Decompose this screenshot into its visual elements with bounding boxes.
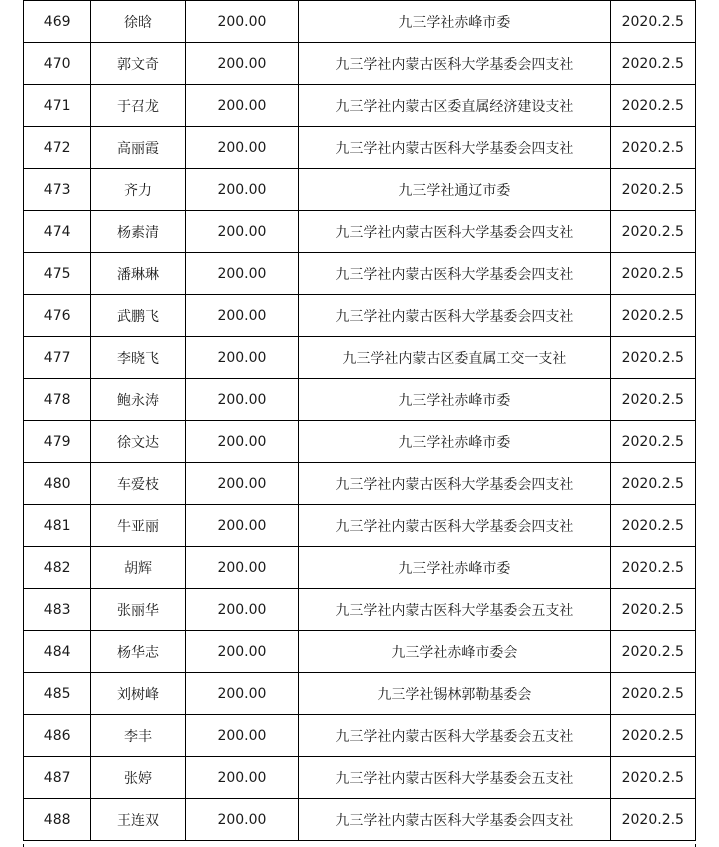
cell-organization: 九三学社赤峰市委: [299, 547, 610, 589]
cell-name: 高丽霞: [91, 127, 185, 169]
cell-number: 471: [24, 85, 91, 127]
cell-number: 484: [24, 631, 91, 673]
cell-date: 2020.2.5: [610, 421, 695, 463]
table-row: [24, 127, 696, 169]
cell-name: 李丰: [91, 715, 185, 757]
cell-date: 2020.2.5: [610, 463, 695, 505]
cell-organization: 九三学社内蒙古区委直属经济建设支社: [299, 85, 610, 127]
cell-number: 480: [24, 463, 91, 505]
cell-organization: 九三学社内蒙古医科大学基委会四支社: [299, 295, 610, 337]
cell-date: 2020.2.5: [610, 673, 695, 715]
cell-organization: 九三学社内蒙古医科大学基委会四支社: [299, 463, 610, 505]
cell-name: 齐力: [91, 169, 185, 211]
cell-date: 2020.2.5: [610, 379, 695, 421]
cell-amount: 200.00: [185, 673, 299, 715]
cell-date: 2020.2.5: [610, 715, 695, 757]
cell-organization: 九三学社赤峰市委会: [299, 631, 610, 673]
cell-amount: 200.00: [185, 421, 299, 463]
cell-organization: 九三学社赤峰市委: [299, 421, 610, 463]
cell-organization: 九三学社内蒙古医科大学基委会四支社: [299, 505, 610, 547]
cell-organization: 九三学社内蒙古医科大学基委会四支社: [299, 127, 610, 169]
cell-date: 2020.2.5: [610, 505, 695, 547]
cell-amount: 200.00: [185, 253, 299, 295]
cell-organization: 九三学社内蒙古医科大学基委会五支社: [299, 715, 610, 757]
cell-number: 485: [24, 673, 91, 715]
cell-name: 牛亚丽: [91, 505, 185, 547]
cell-name: 张丽华: [91, 589, 185, 631]
cell-name: 武鹏飞: [91, 295, 185, 337]
cell-amount: 200.00: [185, 589, 299, 631]
table-row: [24, 337, 696, 379]
cell-number: 481: [24, 505, 91, 547]
table-row: [24, 505, 696, 547]
cell-number: 474: [24, 211, 91, 253]
cell-amount: 200.00: [185, 1, 299, 43]
table-row: [24, 85, 696, 127]
cell-name: 鲍永涛: [91, 379, 185, 421]
cell-organization: 九三学社内蒙古医科大学基委会四支社: [299, 43, 610, 85]
cell-amount: 200.00: [185, 85, 299, 127]
table-row: [24, 757, 696, 799]
table-row: [24, 631, 696, 673]
cell-number: 472: [24, 127, 91, 169]
table-body: [24, 1, 696, 841]
table-row: [24, 253, 696, 295]
table-row: [24, 673, 696, 715]
cell-organization: 九三学社内蒙古医科大学基委会四支社: [299, 211, 610, 253]
cell-date: 2020.2.5: [610, 547, 695, 589]
cell-amount: 200.00: [185, 43, 299, 85]
cell-organization: 九三学社内蒙古医科大学基委会五支社: [299, 757, 610, 799]
cell-date: 2020.2.5: [610, 799, 695, 841]
cell-number: 477: [24, 337, 91, 379]
cell-organization: 九三学社内蒙古区委直属工交一支社: [299, 337, 610, 379]
table-row: [24, 589, 696, 631]
cell-name: 杨素清: [91, 211, 185, 253]
cell-amount: 200.00: [185, 505, 299, 547]
donation-table-container: [23, 0, 696, 841]
cell-organization: 九三学社赤峰市委: [299, 379, 610, 421]
cell-date: 2020.2.5: [610, 127, 695, 169]
cell-amount: 200.00: [185, 631, 299, 673]
cell-amount: 200.00: [185, 379, 299, 421]
cell-amount: 200.00: [185, 169, 299, 211]
table-row: [24, 211, 696, 253]
cell-date: 2020.2.5: [610, 757, 695, 799]
table-row: [24, 43, 696, 85]
table-row: [24, 547, 696, 589]
cell-number: 476: [24, 295, 91, 337]
cell-name: 胡辉: [91, 547, 185, 589]
cell-organization: 九三学社内蒙古医科大学基委会四支社: [299, 253, 610, 295]
cell-date: 2020.2.5: [610, 85, 695, 127]
cell-number: 483: [24, 589, 91, 631]
cell-number: 479: [24, 421, 91, 463]
cell-number: 482: [24, 547, 91, 589]
cell-date: 2020.2.5: [610, 253, 695, 295]
cell-name: 于召龙: [91, 85, 185, 127]
cell-organization: 九三学社内蒙古医科大学基委会四支社: [299, 799, 610, 841]
cell-amount: 200.00: [185, 211, 299, 253]
cell-amount: 200.00: [185, 715, 299, 757]
cell-name: 李晓飞: [91, 337, 185, 379]
table-row: [24, 379, 696, 421]
table-row: [24, 169, 696, 211]
cell-number: 486: [24, 715, 91, 757]
cell-date: 2020.2.5: [610, 1, 695, 43]
table-row: [24, 421, 696, 463]
cell-number: 487: [24, 757, 91, 799]
cell-organization: 九三学社锡林郭勒基委会: [299, 673, 610, 715]
cell-date: 2020.2.5: [610, 211, 695, 253]
cell-date: 2020.2.5: [610, 43, 695, 85]
cell-number: 488: [24, 799, 91, 841]
cell-date: 2020.2.5: [610, 295, 695, 337]
cell-name: 徐晗: [91, 1, 185, 43]
cell-name: 车爱枝: [91, 463, 185, 505]
cell-amount: 200.00: [185, 295, 299, 337]
cell-number: 469: [24, 1, 91, 43]
cell-amount: 200.00: [185, 337, 299, 379]
cell-name: 徐文达: [91, 421, 185, 463]
cell-name: 刘树峰: [91, 673, 185, 715]
cell-number: 470: [24, 43, 91, 85]
cell-date: 2020.2.5: [610, 589, 695, 631]
cell-date: 2020.2.5: [610, 337, 695, 379]
table-row: [24, 1, 696, 43]
table-row: [24, 799, 696, 841]
cell-amount: 200.00: [185, 799, 299, 841]
table-row: [24, 463, 696, 505]
table-row: [24, 715, 696, 757]
donation-table: [23, 0, 696, 841]
cell-date: 2020.2.5: [610, 169, 695, 211]
cell-organization: 九三学社赤峰市委: [299, 1, 610, 43]
cell-date: 2020.2.5: [610, 631, 695, 673]
cell-organization: 九三学社内蒙古医科大学基委会五支社: [299, 589, 610, 631]
cell-organization: 九三学社通辽市委: [299, 169, 610, 211]
cell-amount: 200.00: [185, 547, 299, 589]
cell-number: 478: [24, 379, 91, 421]
cell-name: 王连双: [91, 799, 185, 841]
cell-amount: 200.00: [185, 463, 299, 505]
cell-amount: 200.00: [185, 127, 299, 169]
cell-name: 杨华志: [91, 631, 185, 673]
table-row: [24, 295, 696, 337]
cell-number: 475: [24, 253, 91, 295]
cell-name: 郭文奇: [91, 43, 185, 85]
cell-amount: 200.00: [185, 757, 299, 799]
cell-number: 473: [24, 169, 91, 211]
cell-name: 张婷: [91, 757, 185, 799]
cell-name: 潘琳琳: [91, 253, 185, 295]
